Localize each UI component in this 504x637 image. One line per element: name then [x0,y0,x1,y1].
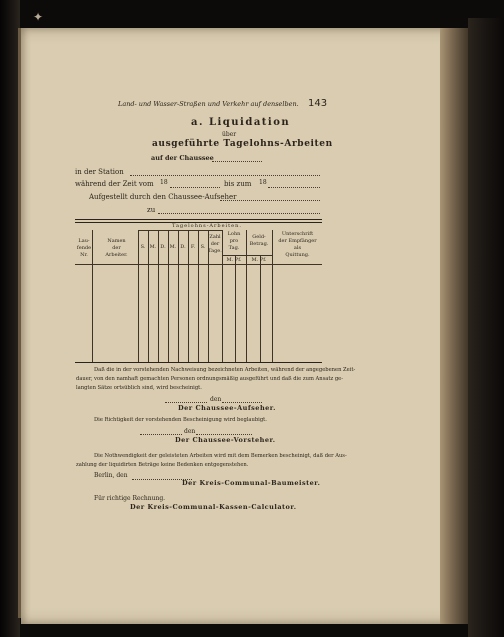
zeit-label: während der Zeit vom [75,180,154,188]
year-mark-2: 18 [259,179,267,186]
signature-vorsteher: Der Chaussee-Vorsteher. [175,436,276,444]
zu-label: zu [147,206,156,214]
book-binding-right [468,18,504,637]
col-divider [92,230,93,362]
signature-calculator: Der Kreis-Communal-Kassen-Calculator. [130,503,297,511]
signature-aufseher: Der Chaussee-Aufseher. [178,404,276,412]
col-divider [246,230,247,362]
date-field-1[interactable] [222,402,262,403]
corner-mark-icon: ✦ [33,10,44,24]
zeit-to-field[interactable] [268,187,320,188]
page-gutter [440,28,470,624]
col-header-day: M. [169,244,177,250]
col-header-day: F. [190,244,196,250]
table-title-rule [138,230,222,231]
page-subtitle: ausgeführte Tagelohns-Arbeiten [152,139,333,149]
nothwendigkeit-line-2: zahlung der liquidirten Beträge keine Bedenken entgegenstehen. [76,462,249,468]
aufgestellt-label: Aufgestellt durch den Chaussee-Aufseher [89,193,237,201]
col-header-lohn: Lohn pro Tag. [227,231,241,251]
col-header-day: D. [180,244,186,250]
col-header-unterschrift: Unterschrift der Empfänger als Quittung. [278,231,317,258]
running-head: Land- und Wasser-Straßen und Verkehr auf denselben. [118,100,299,108]
table-top-rule [75,219,322,220]
col-header-namen: Namen der Arbeiter. [105,238,128,258]
col-header-day: S. [140,244,146,250]
col-header-nr: Lau- fende Nr. [76,238,92,258]
den-label-2: den [184,428,196,435]
year-mark-1: 18 [160,179,168,186]
berlin-label: Berlin, den [94,472,128,479]
station-field[interactable] [130,175,320,176]
auf-der-chaussee: auf der Chaussee [151,154,214,162]
aufgestellt-field[interactable] [220,200,320,201]
certification-line-2: dauer, von den namhaft gemachten Personen ordnungsmäßig ausgeführt und daß die zum Ansatz ge- [76,376,343,382]
col-header-zahl: Zahl der Tage. [208,234,222,254]
table-title: Tagelohns-Arbeiten. [172,223,242,229]
page-number: 143 [308,98,328,109]
col-header-geld-mpf: M. Pf. [251,257,267,263]
signature-baumeister: Der Kreis-Communal-Baumeister. [182,479,321,487]
col-header-day: M. [149,244,157,250]
book-spine-left [0,0,20,637]
col-header-lohn-mpf: M. Pf. [226,257,242,263]
col-divider-pf [260,255,261,362]
mpf-rule [222,255,272,256]
station-label: in der Station [75,168,124,176]
den-label-1: den [210,396,222,403]
zu-field[interactable] [158,213,320,214]
col-divider-pf [235,255,236,362]
place-field-1[interactable] [165,402,207,403]
zeit-bis-label: bis zum [224,180,252,188]
col-header-day: S. [200,244,206,250]
beglaubigung-text: Die Richtigkeit der vorstehenden Bescheinigung wird beglaubigt. [94,417,267,423]
ueber-label: über [222,131,237,138]
chaussee-field[interactable] [212,161,262,162]
table-bottom-rule [75,362,322,363]
certification-line-3: langten Sätze ortsüblich sind, wird bescheinigt. [76,385,202,391]
col-header-geld: Geld- Betrag. [249,234,269,247]
col-header-day: D. [160,244,166,250]
certification-line-1: Daß die in der vorstehenden Nachweisung bezeichneten Arbeiten, während der angegebenen Zeit- [94,367,356,373]
nothwendigkeit-line-1: Die Nothwendigkeit der geleisteten Arbeiten wird mit dem Bemerken bescheinigt, daß der Aus- [94,453,347,459]
fuer-richtige-rechnung: Für richtige Rechnung. [94,495,166,502]
place-field-2[interactable] [140,434,182,435]
date-field-2[interactable] [196,434,252,435]
zeit-from-field[interactable] [170,187,220,188]
page-title: a. Liquidation [191,117,291,128]
